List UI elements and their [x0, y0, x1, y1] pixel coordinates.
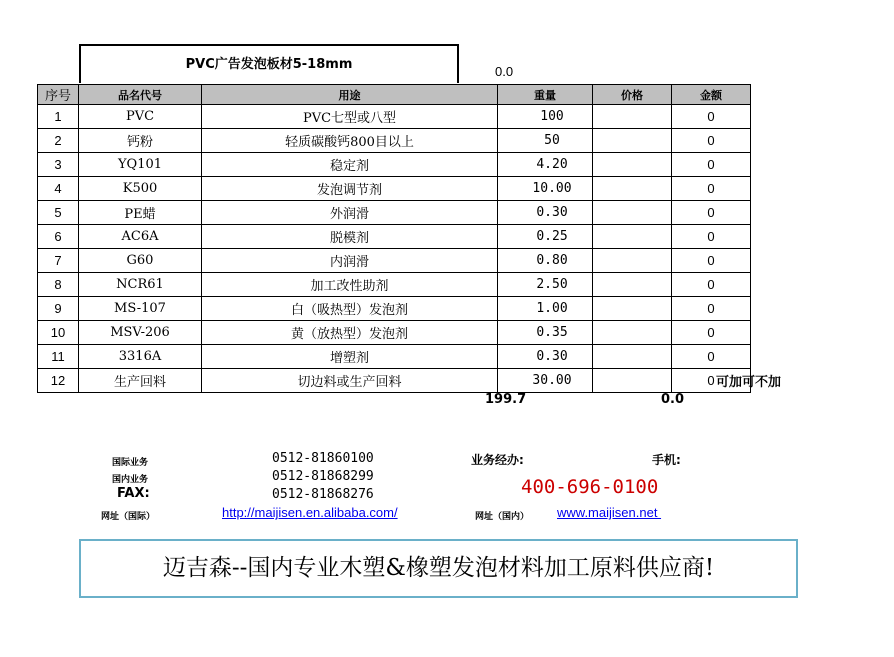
row-usage: 内润滑: [202, 249, 498, 273]
row-price: [593, 345, 672, 369]
row-code: AC6A: [79, 225, 202, 249]
row-amount: 0: [672, 321, 751, 345]
weight-total: 199.7: [485, 392, 527, 407]
row-code: 3316A: [79, 345, 202, 369]
row-index: 11: [38, 345, 79, 369]
row-amount: 0: [672, 369, 751, 393]
table-row: [38, 129, 751, 153]
row-usage: 黄（放热型）发泡剂: [202, 321, 498, 345]
row-index: 7: [38, 249, 79, 273]
agent-label: 业务经办:: [471, 453, 524, 467]
row-weight: 0.30: [498, 345, 593, 369]
row-weight: 30.00: [498, 369, 593, 393]
row-price: [593, 201, 672, 225]
row-price: [593, 297, 672, 321]
formula-table: [37, 84, 751, 393]
row-weight: 4.20: [498, 153, 593, 177]
row-weight: 10.00: [498, 177, 593, 201]
table-row: [38, 321, 751, 345]
row-amount: 0: [672, 153, 751, 177]
fax-phone: 0512-81868276: [272, 487, 374, 502]
table-row: [38, 297, 751, 321]
row-usage: 发泡调节剂: [202, 177, 498, 201]
row-index: 9: [38, 297, 79, 321]
row-index: 2: [38, 129, 79, 153]
intl-business-label: 国际业务: [112, 458, 149, 468]
fax-label: FAX:: [117, 486, 150, 501]
row-price: [593, 369, 672, 393]
row-usage: 稳定剂: [202, 153, 498, 177]
header-price: 价格: [593, 85, 672, 105]
row-usage: 外润滑: [202, 201, 498, 225]
row-index: 1: [38, 105, 79, 129]
row-index: 12: [38, 369, 79, 393]
row-amount: 0: [672, 249, 751, 273]
row-amount: 0: [672, 201, 751, 225]
hotline-number: 400-696-0100: [521, 476, 659, 498]
row-code: G60: [79, 249, 202, 273]
sheet-title: PVC广告发泡板材5-18mm: [79, 44, 459, 83]
row-usage: 加工改性助剂: [202, 273, 498, 297]
header-usage: 用途: [202, 85, 498, 105]
row-code: PE蜡: [79, 201, 202, 225]
intl-site-link[interactable]: http://maijisen.en.alibaba.com/: [222, 505, 398, 520]
row-amount: 0: [672, 273, 751, 297]
row12-note: 可加可不加: [716, 375, 782, 390]
header-amount: 金额: [672, 85, 751, 105]
table-row: [38, 177, 751, 201]
row-price: [593, 153, 672, 177]
table-row: [38, 249, 751, 273]
row-amount: 0: [672, 177, 751, 201]
table-row: [38, 201, 751, 225]
row-usage: 脱模剂: [202, 225, 498, 249]
row-usage: PVC七型或八型: [202, 105, 498, 129]
row-usage: 轻质碳酸钙800目以上: [202, 129, 498, 153]
slogan-banner: 迈吉森--国内专业木塑&橡塑发泡材料加工原料供应商!: [79, 539, 798, 598]
row-price: [593, 249, 672, 273]
row-usage: 切边料或生产回料: [202, 369, 498, 393]
row-price: [593, 273, 672, 297]
table-row: [38, 345, 751, 369]
domestic-business-label: 国内业务: [112, 475, 149, 485]
row-weight: 0.80: [498, 249, 593, 273]
row-code: 生产回料: [79, 369, 202, 393]
mobile-label: 手机:: [652, 453, 681, 467]
header-weight: 重量: [498, 85, 593, 105]
domestic-site-link[interactable]: www.maijisen.net: [557, 505, 662, 520]
row-amount: 0: [672, 129, 751, 153]
row-code: 钙粉: [79, 129, 202, 153]
row-weight: 50: [498, 129, 593, 153]
top-total: 0.0: [495, 64, 514, 79]
intl-business-phone: 0512-81860100: [272, 451, 374, 466]
row-index: 6: [38, 225, 79, 249]
row-index: 4: [38, 177, 79, 201]
row-index: 10: [38, 321, 79, 345]
table-row: [38, 153, 751, 177]
row-index: 5: [38, 201, 79, 225]
row-weight: 0.30: [498, 201, 593, 225]
amount-total: 0.0: [661, 392, 685, 407]
table-row: [38, 273, 751, 297]
table-row: [38, 225, 751, 249]
row-code: PVC: [79, 105, 202, 129]
domestic-business-phone: 0512-81868299: [272, 469, 374, 484]
row-weight: 0.35: [498, 321, 593, 345]
table-row: [38, 369, 751, 393]
domestic-site-label: 网址（国内）: [475, 512, 530, 522]
row-weight: 100: [498, 105, 593, 129]
header-index: 序号: [38, 85, 79, 105]
row-amount: 0: [672, 297, 751, 321]
row-code: YQ101: [79, 153, 202, 177]
row-amount: 0: [672, 105, 751, 129]
row-price: [593, 225, 672, 249]
row-amount: 0: [672, 225, 751, 249]
intl-site-label: 网址（国际）: [101, 512, 156, 522]
row-price: [593, 105, 672, 129]
table-header-row: [38, 85, 751, 105]
row-usage: 白（吸热型）发泡剂: [202, 297, 498, 321]
row-index: 3: [38, 153, 79, 177]
row-code: MS-107: [79, 297, 202, 321]
row-weight: 1.00: [498, 297, 593, 321]
row-index: 8: [38, 273, 79, 297]
row-amount: 0: [672, 345, 751, 369]
row-price: [593, 129, 672, 153]
row-code: MSV-206: [79, 321, 202, 345]
row-price: [593, 321, 672, 345]
table-row: [38, 105, 751, 129]
row-weight: 0.25: [498, 225, 593, 249]
row-code: NCR61: [79, 273, 202, 297]
row-weight: 2.50: [498, 273, 593, 297]
header-code: 品名代号: [79, 85, 202, 105]
row-price: [593, 177, 672, 201]
row-code: K500: [79, 177, 202, 201]
row-usage: 增塑剂: [202, 345, 498, 369]
